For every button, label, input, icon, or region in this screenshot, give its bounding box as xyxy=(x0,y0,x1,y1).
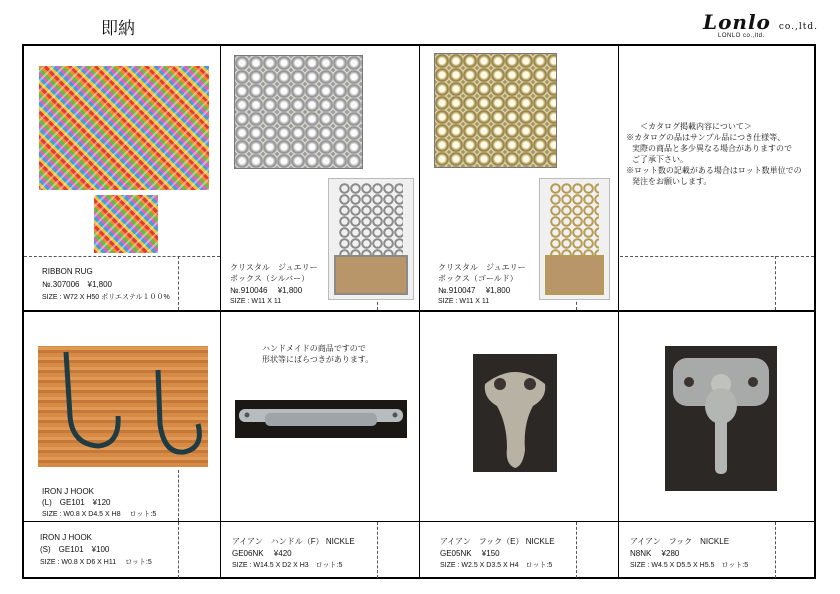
hook-e-shape xyxy=(473,354,557,472)
dashed-guide xyxy=(576,522,577,578)
product-code-price: №.910047 ¥1,800 xyxy=(438,286,511,295)
product-size: SIZE : W14.5 X D2 X H3 ロット:5 xyxy=(232,562,343,569)
product-name: IRON J HOOK xyxy=(42,487,95,496)
dashed-guide xyxy=(24,256,220,257)
crystal-box-gold-photo xyxy=(434,53,557,168)
dashed-guide xyxy=(620,256,814,257)
notice-line: 実際の商品と多少異なる場合がありますので xyxy=(632,144,792,153)
product-size: SIZE : W11 X 11 xyxy=(438,298,490,305)
product-code-price: N8NK ¥280 xyxy=(630,549,680,558)
ribbon-rug-photo xyxy=(39,66,209,190)
logo-text: Lonlo xyxy=(703,10,771,34)
iron-handle-photo xyxy=(235,400,407,438)
hook-nickle-shape xyxy=(665,346,777,491)
logo-subtext: LONLO co.,ltd. xyxy=(718,33,765,39)
notice-line: ※ロット数の記載がある場合はロット数単位での xyxy=(626,166,802,175)
company-logo xyxy=(703,10,818,34)
dashed-guide xyxy=(775,256,776,310)
handmade-note: ハンドメイドの商品ですので xyxy=(262,344,366,353)
dashed-guide xyxy=(377,522,378,578)
product-name: クリスタル ジュエリー xyxy=(230,263,318,272)
notice-heading: ＜カタログ掲載内容について＞ xyxy=(640,122,752,131)
iron-hook-nickle-photo xyxy=(665,346,777,491)
product-name: クリスタル ジュエリー xyxy=(438,263,526,272)
page-title: 即納 xyxy=(101,19,135,38)
handle-shape xyxy=(235,400,407,438)
hook-shapes xyxy=(38,346,208,467)
notice-line: ご了承下さい。 xyxy=(632,155,688,164)
crystal-box-silver-open-photo xyxy=(328,178,414,300)
product-size: SIZE : W4.5 X D5.5 X H5.5 ロット:5 xyxy=(630,562,749,569)
dashed-guide xyxy=(178,522,179,578)
product-code-price: №.910046 ¥1,800 xyxy=(230,286,303,295)
product-code-price: №.307006 ¥1,800 xyxy=(42,280,112,289)
dashed-guide xyxy=(775,522,776,578)
logo-suffix: co.,ltd. xyxy=(778,22,818,32)
product-size: SIZE : W11 X 11 xyxy=(230,298,282,305)
product-code-price: (S) GE101 ¥100 xyxy=(40,545,110,554)
dashed-guide xyxy=(178,256,179,310)
crystal-box-silver-photo xyxy=(234,55,363,169)
product-name: RIBBON RUG xyxy=(42,267,93,276)
product-code-price: GE05NK ¥150 xyxy=(440,549,500,558)
product-size: SIZE : W72 X H50 ポリエステル１００% xyxy=(42,294,170,301)
product-code-price: (L) GE101 ¥120 xyxy=(42,498,111,507)
iron-hook-e-photo xyxy=(473,354,557,472)
product-size: SIZE : W0.8 X D6 X H11 ロット:5 xyxy=(40,559,152,566)
row-divider xyxy=(22,521,816,522)
product-code-price: GE06NK ¥420 xyxy=(232,549,292,558)
product-name: アイアン ハンドル（F） NICKLE xyxy=(232,537,355,546)
iron-j-hook-photo xyxy=(38,346,208,467)
product-size: SIZE : W2.5 X D3.5 X H4 ロット:5 xyxy=(440,562,553,569)
product-name-2: ボックス（ゴールド） xyxy=(438,274,518,283)
product-name-2: ボックス（シルバー） xyxy=(230,274,310,283)
dashed-guide xyxy=(178,470,179,521)
ribbon-rug-detail-photo xyxy=(94,195,158,253)
crystal-box-gold-open-photo xyxy=(539,178,610,300)
product-size: SIZE : W0.8 X D4.5 X H8 ロット:5 xyxy=(42,511,157,518)
notice-line: ※カタログの品はサンプル品につき仕様等、 xyxy=(626,133,786,142)
handmade-note: 形状等にばらつきがあります。 xyxy=(262,355,374,364)
product-name: IRON J HOOK xyxy=(40,533,93,542)
product-name: アイアン フック（E） NICKLE xyxy=(440,537,555,546)
notice-line: 発注をお願いします。 xyxy=(632,177,712,186)
row-divider xyxy=(22,310,816,312)
product-name: アイアン フック NICKLE xyxy=(630,537,730,546)
